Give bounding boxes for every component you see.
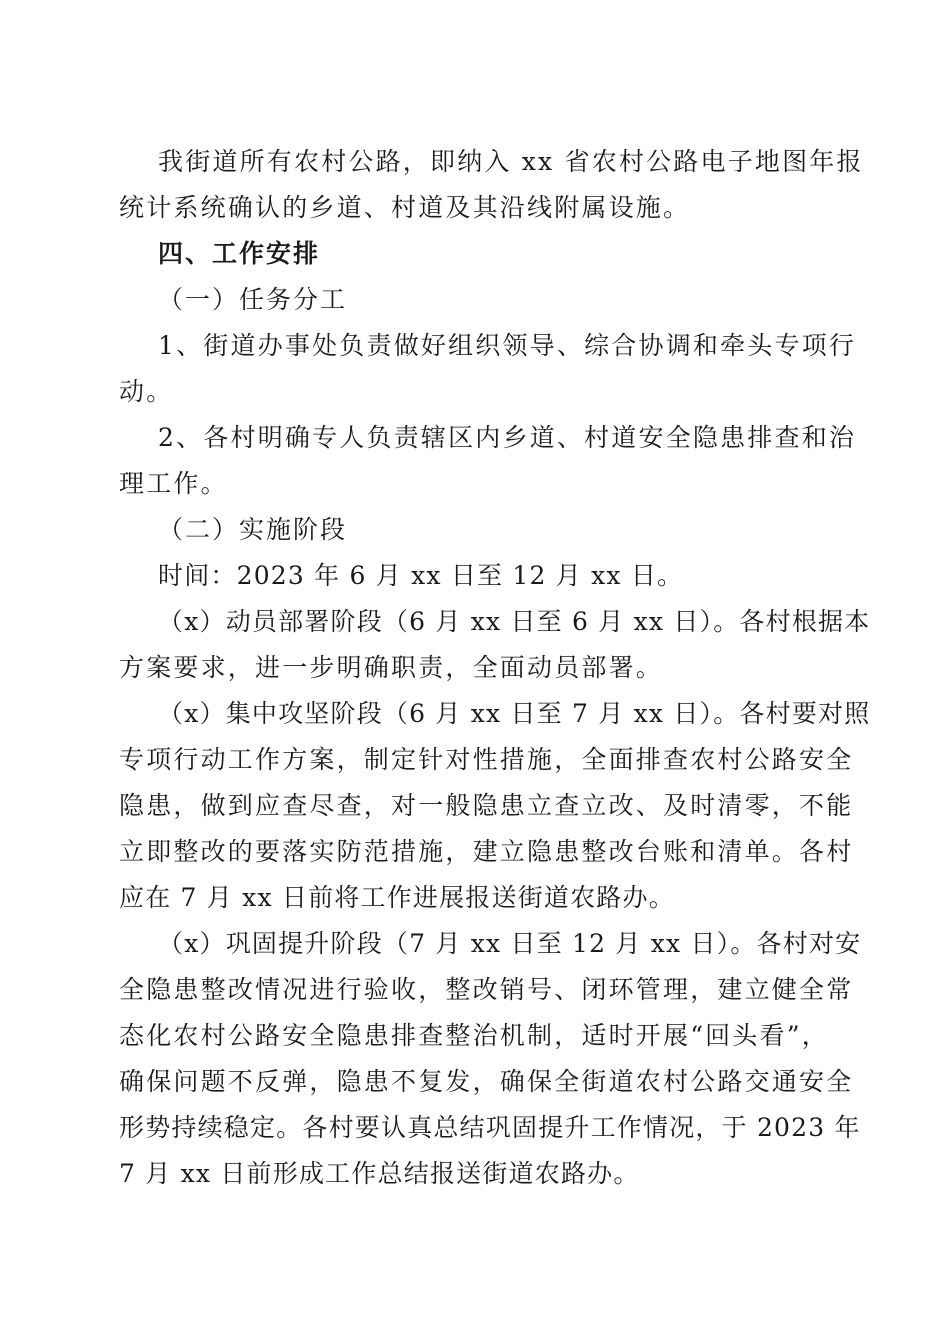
paragraph-line: 我街道所有农村公路，即纳入 xx 省农村公路电子地图年报 [158, 147, 864, 176]
paragraph-line: 专项行动工作方案，制定针对性措施，全面排查农村公路安全 [119, 745, 854, 774]
paragraph-line: 动。 [119, 377, 174, 406]
paragraph-line: 形势持续稳定。各村要认真总结巩固提升工作情况，于 2023 年 [119, 1113, 861, 1142]
subsection-heading: （二）实施阶段 [158, 515, 348, 544]
paragraph-line: 2、各村明确专人负责辖区内乡道、村道安全隐患排查和治 [158, 423, 857, 452]
paragraph-line: 统计系统确认的乡道、村道及其沿线附属设施。 [119, 193, 691, 222]
section-heading: 四、工作安排 [158, 239, 321, 268]
paragraph-line: 态化农村公路安全隐患排查整治机制，适时开展“回头看”， [119, 1021, 829, 1050]
paragraph-line: （x）动员部署阶段（6 月 xx 日至 6 月 xx 日）。各村根据本 [158, 607, 871, 636]
paragraph-line: 理工作。 [119, 469, 228, 498]
paragraph-line: 时间：2023 年 6 月 xx 日至 12 月 xx 日。 [158, 561, 684, 590]
paragraph-line: 方案要求，进一步明确职责，全面动员部署。 [119, 653, 664, 682]
paragraph-line: （x）集中攻坚阶段（6 月 xx 日至 7 月 xx 日）。各村要对照 [158, 699, 871, 728]
subsection-heading: （一）任务分工 [158, 285, 348, 314]
paragraph-line: 确保问题不反弹，隐患不复发，确保全街道农村公路交通安全 [119, 1067, 854, 1096]
paragraph-line: 隐患，做到应查尽查，对一般隐患立查立改、及时清零，不能 [119, 791, 854, 820]
paragraph-line: （x）巩固提升阶段（7 月 xx 日至 12 月 xx 日）。各村对安 [158, 929, 862, 958]
paragraph-line: 1、街道办事处负责做好组织领导、综合协调和牵头专项行 [158, 331, 857, 360]
paragraph-line: 应在 7 月 xx 日前将工作进展报送街道农路办。 [119, 883, 675, 912]
paragraph-line: 全隐患整改情况进行验收，整改销号、闭环管理，建立健全常 [119, 975, 854, 1004]
paragraph-line: 7 月 xx 日前形成工作总结报送街道农路办。 [119, 1159, 640, 1188]
paragraph-line: 立即整改的要落实防范措施，建立隐患整改台账和清单。各村 [119, 837, 854, 866]
